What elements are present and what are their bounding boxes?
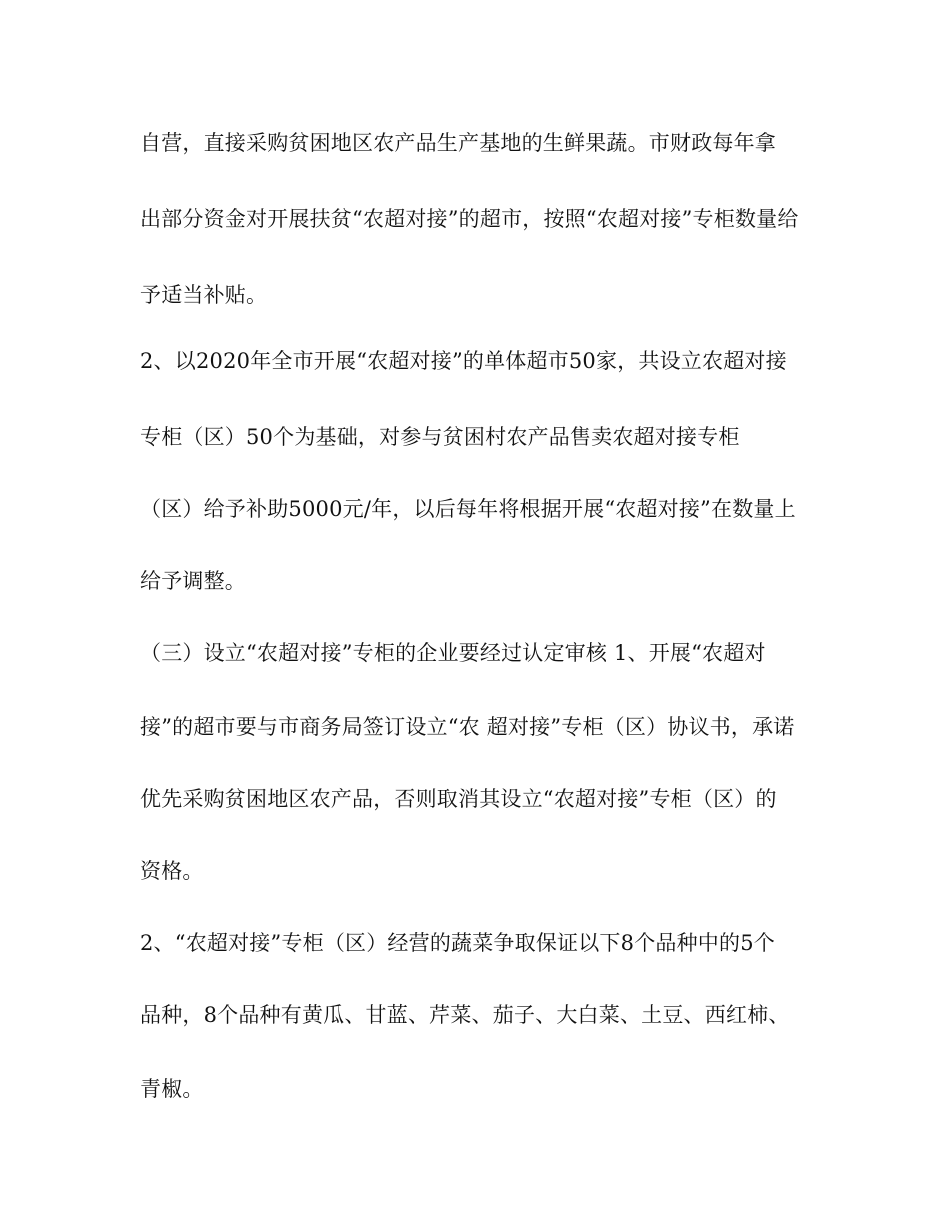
text-line: 专柜（区）50个为基础，对参与贫困村农产品售卖农超对接专柜 (140, 425, 740, 449)
text-line: 给予调整。 (140, 569, 246, 593)
text-line: 出部分资金对开展扶贫“农超对接”的超市，按照“农超对接”专柜数量给 (140, 207, 799, 231)
text-line: （三）设立“农超对接”专柜的企业要经过认定审核 1、开展“农超对 (140, 641, 766, 665)
text-line: 自营，直接采购贫困地区农产品生产基地的生鲜果蔬。市财政每年拿 (140, 131, 776, 155)
text-line: 优先采购贫困地区农产品，否则取消其设立“农超对接”专柜（区）的 (140, 787, 777, 811)
text-line: 青椒。 (140, 1077, 204, 1101)
text-line: 予适当补贴。 (140, 283, 268, 307)
text-line: 品种，8个品种有黄瓜、甘蓝、芹菜、茄子、大白菜、土豆、西红柿、 (140, 1003, 790, 1027)
text-line: 资格。 (140, 859, 204, 883)
text-line: 2、以2020年全市开展“农超对接”的单体超市50家，共设立农超对接 (140, 349, 787, 373)
text-line: （区）给予补助5000元/年，以后每年将根据开展“农超对接”在数量上 (140, 497, 796, 521)
text-line: 接”的超市要与市商务局签订设立“农 超对接”专柜（区）协议书，承诺 (140, 715, 795, 739)
text-line: 2、“农超对接”专柜（区）经营的蔬菜争取保证以下8个品种中的5个 (140, 931, 775, 955)
